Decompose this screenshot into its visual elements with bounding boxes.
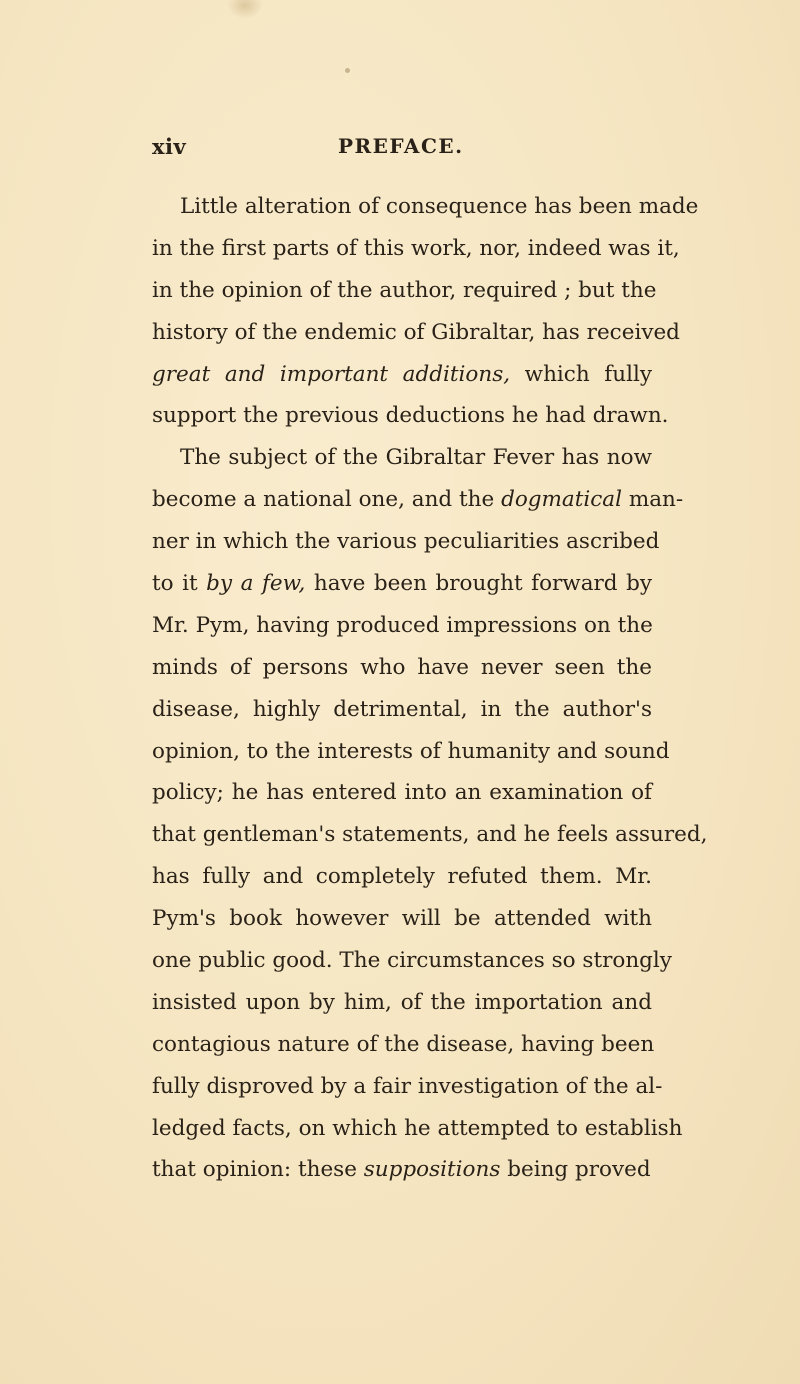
text-line (152, 814, 708, 856)
text-segment: become a national one, and the (152, 487, 502, 513)
text-line (152, 228, 680, 270)
text-segment: opinion, to the interests of humanity and sound (152, 738, 670, 764)
text-line (152, 772, 652, 814)
text-segment: fully disproved by a fair investigation of the al- (152, 1073, 663, 1099)
text-line (152, 647, 652, 689)
text-line (152, 563, 652, 605)
text-line (152, 437, 652, 479)
text-segment: to it (152, 571, 207, 597)
text-segment: contagious nature of the disease, having been (152, 1031, 655, 1057)
text-line (152, 1149, 652, 1191)
text-segment: one public good. The circumstances so strongly (152, 948, 672, 974)
page-number: xiv (152, 134, 187, 159)
text-line (152, 898, 652, 940)
text-segment: Mr. Pym, having produced impressions on the (152, 612, 653, 638)
text-segment: that opinion: these (152, 1157, 364, 1183)
text-line (152, 312, 680, 354)
text-segment: ledged facts, on which he attempted to establish (152, 1115, 683, 1141)
text-line (152, 605, 652, 647)
text-segment: that gentleman's statements, and he feels assured, (152, 822, 708, 848)
text-segment: support the previous deductions he had drawn. (152, 403, 669, 429)
text-segment: in the first parts of this work, nor, indeed was it, (152, 235, 680, 261)
text-segment: ner in which the various peculiarities ascribed (152, 529, 660, 555)
text-line (152, 395, 669, 437)
body-text (152, 186, 708, 1191)
text-segment: disease, highly detrimental, in the author's (152, 696, 652, 722)
italic-text: suppositions (363, 1157, 501, 1183)
text-line (152, 1024, 655, 1066)
text-segment: being proved (500, 1157, 651, 1183)
text-segment: has fully and completely refuted them. Mr. (152, 864, 652, 890)
page-header (0, 134, 800, 170)
text-segment: history of the endemic of Gibraltar, has received (152, 319, 680, 345)
italic-text: by a few, (206, 571, 306, 597)
text-line (152, 856, 652, 898)
text-line (152, 1108, 683, 1150)
text-segment: Little alteration of consequence has been made (180, 194, 699, 219)
italic-text: great and important additions, (152, 361, 511, 387)
text-segment: which fully (510, 361, 652, 387)
text-line (152, 479, 684, 521)
text-line (152, 940, 672, 982)
text-line (152, 689, 652, 731)
text-line (152, 186, 699, 228)
ink-blot (228, 0, 262, 18)
text-line (152, 1066, 663, 1108)
text-segment: policy; he has entered into an examination of (152, 780, 652, 806)
text-segment: The subject of the Gibraltar Fever has now (180, 445, 652, 471)
text-line (152, 982, 652, 1024)
ink-speck (345, 68, 350, 73)
text-line (152, 731, 670, 773)
text-segment: minds of persons who have never seen the (152, 654, 652, 680)
text-segment: in the opinion of the author, required ; but the (152, 277, 657, 303)
running-head: PREFACE. (338, 134, 464, 158)
text-segment: man- (622, 487, 684, 513)
text-line (152, 354, 652, 396)
text-segment: have been brought forward by (305, 571, 652, 597)
italic-text: dogmatical (501, 487, 622, 513)
text-line (152, 270, 657, 312)
text-line (152, 521, 660, 563)
text-segment: insisted upon by him, of the importation and (152, 989, 652, 1015)
text-segment: Pym's book however will be attended with (152, 906, 652, 932)
